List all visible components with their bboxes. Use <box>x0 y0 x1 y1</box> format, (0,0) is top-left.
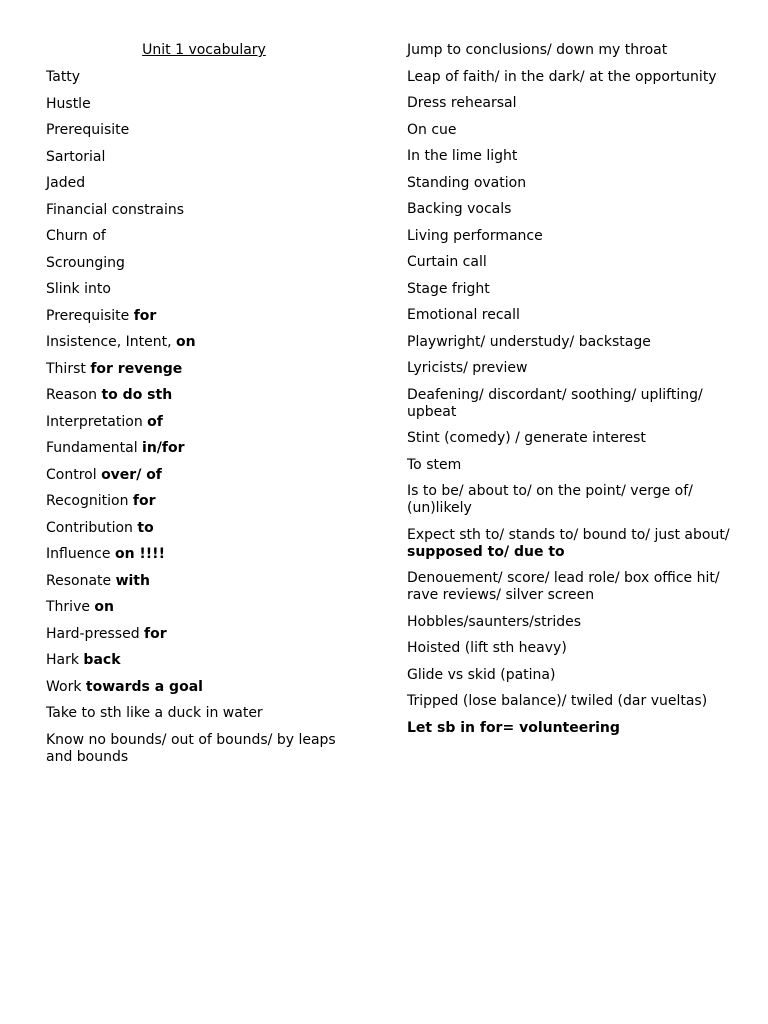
vocabulary-item <box>46 573 356 590</box>
vocabulary-term: Dress rehearsal <box>407 95 517 111</box>
vocabulary-item <box>46 387 356 404</box>
vocabulary-term: In the lime light <box>407 148 518 164</box>
vocabulary-item <box>407 614 737 631</box>
vocabulary-term: Tatty <box>46 69 81 85</box>
vocabulary-item <box>46 520 356 537</box>
vocabulary-term: Prerequisite <box>46 122 130 138</box>
vocabulary-item <box>46 175 356 192</box>
vocabulary-term: Hard-pressed <box>46 625 145 642</box>
vocabulary-term: Slink into <box>46 281 111 297</box>
vocabulary-item <box>407 693 737 710</box>
vocabulary-term: Take to sth like a duck in water <box>46 705 263 721</box>
vocabulary-term: Standing ovation <box>407 174 527 191</box>
vocabulary-term: Influence <box>46 546 115 562</box>
vocabulary-term: Stage fright <box>407 280 490 297</box>
vocabulary-item <box>407 254 737 271</box>
vocabulary-collocation: of <box>147 413 163 430</box>
vocabulary-collocation: supposed to/ due to <box>407 543 565 560</box>
vocabulary-term: Jaded <box>46 175 86 191</box>
vocabulary-item <box>46 228 356 245</box>
vocabulary-collocation: for revenge <box>90 360 183 377</box>
vocabulary-item <box>46 69 356 86</box>
vocabulary-item <box>407 281 737 298</box>
vocabulary-collocation: for <box>132 493 156 509</box>
vocabulary-term: Glide vs skid (patina) <box>407 666 556 683</box>
vocabulary-term: Reason <box>46 387 102 403</box>
vocabulary-item <box>407 483 737 517</box>
vocabulary-item <box>46 122 356 139</box>
vocabulary-term: Hoisted (lift sth heavy) <box>407 640 567 656</box>
vocabulary-item <box>407 175 737 192</box>
vocabulary-item <box>407 640 737 657</box>
page-title: Unit 1 vocabulary <box>142 42 266 58</box>
vocabulary-term: Emotional recall <box>407 307 520 323</box>
vocabulary-item <box>46 202 356 219</box>
vocabulary-term: Stint (comedy) / generate interest <box>407 430 646 446</box>
vocabulary-term: Interpretation <box>46 413 148 430</box>
vocabulary-item <box>46 652 356 669</box>
vocabulary-item <box>46 467 356 484</box>
vocabulary-item <box>46 626 356 643</box>
vocabulary-collocation: for <box>133 307 157 324</box>
vocabulary-item <box>407 228 737 245</box>
vocabulary-term: Churn of <box>46 228 106 244</box>
vocabulary-term: Fundamental <box>46 440 143 456</box>
vocabulary-term: Hustle <box>46 95 91 112</box>
vocabulary-term: Jump to conclusions/ down my throat <box>407 42 668 58</box>
vocabulary-item <box>407 667 737 684</box>
vocabulary-term: Control <box>46 466 102 483</box>
vocabulary-term: Insistence, Intent, <box>46 334 177 350</box>
vocabulary-term: Resonate <box>46 572 116 589</box>
vocabulary-term: Work <box>46 678 86 695</box>
vocabulary-item <box>407 95 737 112</box>
right-column <box>407 42 737 737</box>
vocabulary-item <box>46 96 356 113</box>
vocabulary-term: Leap of faith/ in the dark/ at the opportunity <box>407 68 717 85</box>
vocabulary-collocation: for <box>144 625 167 642</box>
vocabulary-item <box>407 387 737 421</box>
vocabulary-list-right <box>407 42 737 737</box>
left-column <box>46 42 356 766</box>
vocabulary-item <box>46 546 356 563</box>
vocabulary-collocation: over/ of <box>101 466 162 483</box>
vocabulary-item <box>407 307 737 324</box>
vocabulary-collocation: to <box>137 519 154 536</box>
vocabulary-collocation: back <box>83 652 121 668</box>
vocabulary-term: Scrounging <box>46 254 125 271</box>
vocabulary-collocation: towards a goal <box>85 678 203 695</box>
vocabulary-term: Backing vocals <box>407 201 512 217</box>
vocabulary-item <box>407 720 737 737</box>
vocabulary-term: Prerequisite <box>46 307 134 324</box>
vocabulary-term: Is to be/ about to/ on the point/ verge of/ (un)likely <box>407 483 693 516</box>
vocabulary-item <box>46 679 356 696</box>
vocabulary-item <box>407 69 737 86</box>
vocabulary-item <box>46 281 356 298</box>
vocabulary-item <box>407 360 737 377</box>
vocabulary-term: Recognition <box>46 493 133 509</box>
vocabulary-term: To stem <box>407 456 462 473</box>
vocabulary-item <box>46 732 356 766</box>
vocabulary-item <box>407 457 737 474</box>
vocabulary-list-left <box>46 69 356 766</box>
vocabulary-item <box>407 42 737 59</box>
vocabulary-term: Sartorial <box>46 148 106 165</box>
vocabulary-term: Denouement/ score/ lead role/ box office hit/ rave reviews/ silver screen <box>407 570 720 603</box>
vocabulary-collocation: Let sb in for= volunteering <box>407 719 620 736</box>
vocabulary-collocation: on !!!! <box>114 546 165 562</box>
vocabulary-item <box>407 570 737 604</box>
vocabulary-item <box>46 599 356 616</box>
vocabulary-item <box>407 334 737 351</box>
vocabulary-term: Deafening/ discordant/ soothing/ uplifting/ upbeat <box>407 386 703 420</box>
vocabulary-item <box>46 334 356 351</box>
vocabulary-item <box>407 122 737 139</box>
vocabulary-term: Hark <box>46 652 84 668</box>
vocabulary-collocation: on <box>176 334 196 350</box>
vocabulary-item <box>407 430 737 447</box>
vocabulary-collocation: in/for <box>142 440 185 456</box>
vocabulary-term: Hobbles/saunters/strides <box>407 613 582 630</box>
vocabulary-collocation: on <box>94 599 115 615</box>
vocabulary-term: Financial constrains <box>46 201 185 218</box>
vocabulary-item <box>46 440 356 457</box>
vocabulary-term: Thirst <box>46 360 91 377</box>
vocabulary-term: Tripped (lose balance)/ twiled (dar vueltas) <box>407 693 708 709</box>
vocabulary-item <box>46 414 356 431</box>
vocabulary-item <box>46 361 356 378</box>
vocabulary-term: On cue <box>407 121 457 138</box>
vocabulary-collocation: with <box>115 572 150 589</box>
vocabulary-item <box>46 705 356 722</box>
vocabulary-collocation: to do sth <box>101 387 173 403</box>
vocabulary-term: Curtain call <box>407 254 487 270</box>
vocabulary-item <box>46 255 356 272</box>
vocabulary-term: Contribution <box>46 519 138 536</box>
vocabulary-term: Thrive <box>46 599 95 615</box>
vocabulary-term: Living performance <box>407 227 543 244</box>
vocabulary-item <box>46 493 356 510</box>
vocabulary-item <box>46 149 356 166</box>
vocabulary-term: Expect sth to/ stands to/ bound to/ just about/ <box>407 526 730 543</box>
vocabulary-term: Playwright/ understudy/ backstage <box>407 333 651 350</box>
vocabulary-item <box>46 308 356 325</box>
vocabulary-term: Lyricists/ preview <box>407 360 528 376</box>
vocabulary-item <box>407 527 737 561</box>
vocabulary-item <box>407 148 737 165</box>
vocabulary-term: Know no bounds/ out of bounds/ by leaps and bounds <box>46 731 336 765</box>
vocabulary-item <box>407 201 737 218</box>
